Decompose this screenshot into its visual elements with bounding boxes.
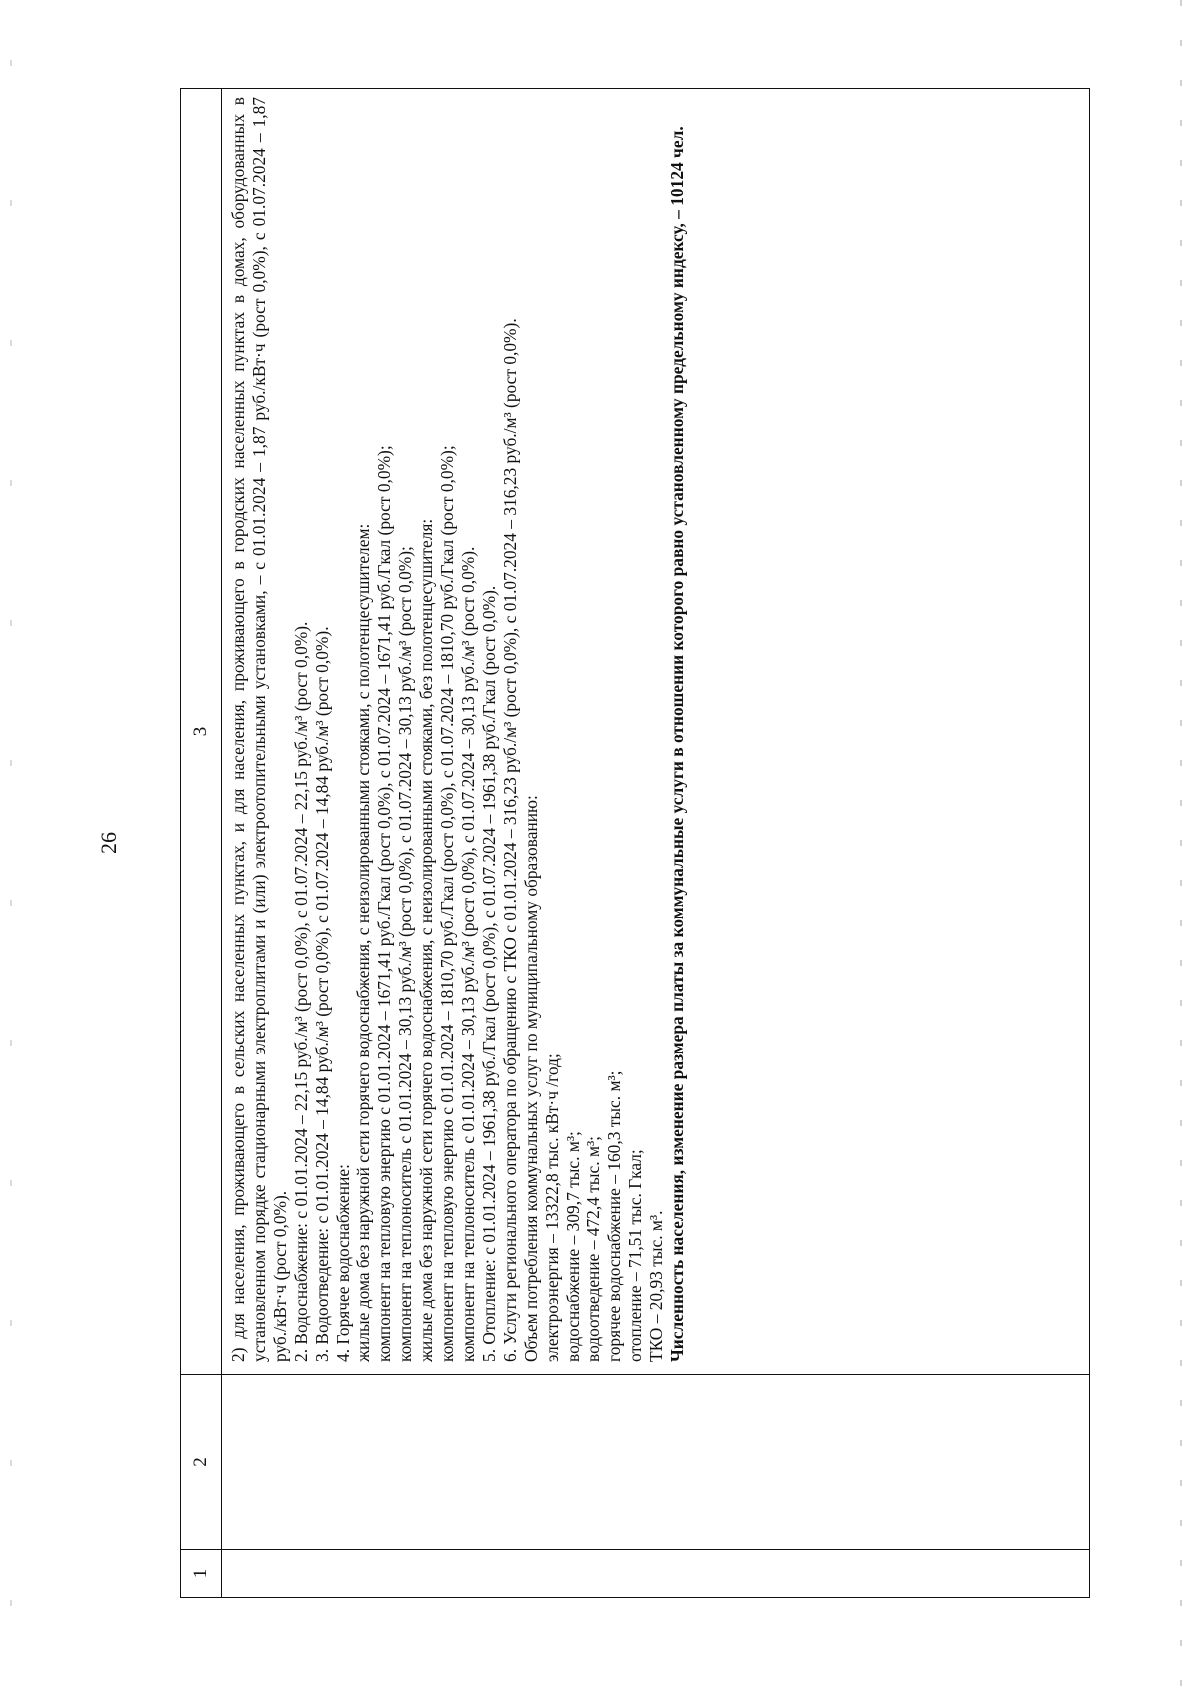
scan-edge-artifact-left	[10, 0, 12, 1698]
consumption-electricity: электроэнергия – 13322,8 тыс. кВт·ч /год;	[541, 1053, 562, 1362]
consumption-heating: отопление – 71,51 тыс. Гкал;	[625, 1149, 646, 1362]
paragraph-heating: 5. Отопление: с 01.01.2024 – 1961,38 руб./Гкал (рост 0,0%), с 01.07.2024 – 1961,38 руб./Гкал (рост 0,0%).	[478, 585, 499, 1362]
paragraph-hot-water-heading: 4. Горячее водоснабжение:	[332, 1164, 353, 1362]
paragraph-heat-component-1: компонент на тепловую энергию с 01.01.2024 – 1671,41 руб./Гкал (рост 0,0%), с 01.07.2024 – 1671,41 руб./Гкал (рост 0,0%);	[374, 445, 395, 1362]
paragraph-wastewater: 3. Водоотведение: с 01.01.2024 – 14,84 руб./м³ (рост 0,0%), с 01.07.2024 – 14,84 руб./м³ (рост 0,0%).	[311, 626, 332, 1362]
paragraph-heat-carrier-component-1: компонент на теплоноситель с 01.01.2024 – 30,13 руб./м³ (рост 0,0%), с 01.07.2024 – 30,13 руб./м³ (рост 0,0%);	[395, 546, 416, 1362]
page-number: 26	[96, 832, 121, 854]
body-cell-2	[222, 1375, 1090, 1550]
header-col-3: 3	[181, 89, 222, 1375]
paragraph-heat-component-2: компонент на тепловую энергию с 01.01.2024 – 1810,70 руб./Гкал (рост 0,0%), с 01.07.2024 – 1810,70 руб./Гкал (рост 0,0%);	[437, 445, 458, 1362]
paragraph-consumption-heading: Объем потребления коммунальных услуг по муниципальному образованию:	[520, 795, 541, 1362]
consumption-wastewater: водоотведение – 472,4 тыс. м³;	[583, 1135, 604, 1362]
paragraph-solid-waste-operator: 6. Услуги регионального оператора по обращению с ТКО с 01.01.2024 – 316,23 руб./м³ (рост 0,0%), с 01.07.2024 – 316,23 руб./м³ (рост 0,0%).	[499, 318, 520, 1362]
paragraph-water-supply: 2. Водоснабжение: с 01.01.2024 – 22,15 руб./м³ (рост 0,0%), с 01.07.2024 – 22,15 руб./м³ (рост 0,0%).	[290, 621, 311, 1362]
header-col-2: 2	[181, 1375, 222, 1550]
tariff-table	[180, 88, 1090, 1598]
table-body-row	[222, 89, 1090, 1598]
rotated-page	[96, 88, 1090, 1598]
paragraph-hot-water-with-towel-dryer: жилые дома без наружной сети горячего водоснабжения, с неизолированными стояками, с полотенцесушителем:	[353, 523, 374, 1362]
paragraph-hot-water-without-towel-dryer: жилые дома без наружной сети горячего водоснабжения, с неизолированными стояками, без полотенцесушителя:	[416, 518, 437, 1362]
header-col-1: 1	[181, 1550, 222, 1598]
scan-edge-artifact	[1180, 0, 1182, 1698]
body-cell-1	[222, 1550, 1090, 1598]
consumption-solid-waste: ТКО – 20,93 тыс. м³.	[646, 1210, 667, 1362]
consumption-water-supply: водоснабжение – 309,7 тыс. м³;	[562, 1131, 583, 1362]
consumption-hot-water: горячее водоснабжение – 160,3 тыс. м³;	[604, 1070, 625, 1362]
paragraph-heat-carrier-component-2: компонент на теплоноситель с 01.01.2024 – 30,13 руб./м³ (рост 0,0%), с 01.07.2024 – 30,13 руб./м³ (рост 0,0%).	[457, 546, 478, 1362]
table-header-row	[181, 89, 222, 1598]
body-cell-3	[222, 89, 1090, 1375]
paragraph-population-count: Численность населения, изменение размера платы за коммунальные услуги в отношении которого равно установленному предельному индексу, – 10124 чел.	[667, 126, 688, 1362]
paragraph-electricity-population: 2) для населения, проживающего в сельских населенных пунктах, и для населения, проживающего в городских населенных пунктах в домах, оборудованных в установленном порядке стационарными электроплитами и (или) электроотопительными установками, – с 01.01.2024 – 1,87 руб./кВт·ч (рост 0,0%), с 01.07.2024 – 1,87 руб./кВт·ч (рост 0,0%).	[228, 97, 290, 1362]
